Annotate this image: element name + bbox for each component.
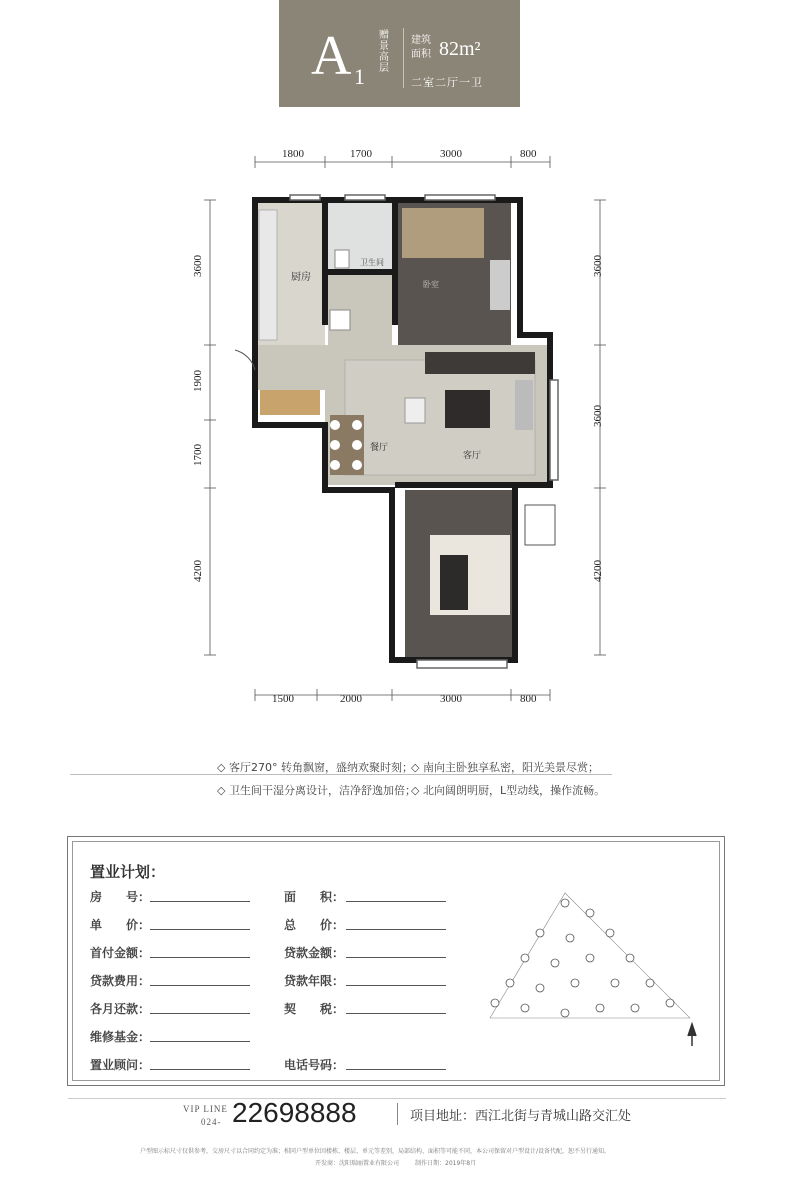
- project-address: 项目地址：西江北街与青城山路交汇处: [410, 1109, 632, 1124]
- entry-floor: [255, 345, 325, 390]
- ac-unit: [525, 505, 555, 545]
- plan-title: 置业计划：: [90, 863, 166, 881]
- dim-bottom-2: 2000: [340, 693, 362, 705]
- field-room-input[interactable]: [150, 901, 250, 902]
- dim-left-1: 3600: [192, 255, 204, 277]
- field-loanamt-label: 贷款金额：: [284, 946, 345, 960]
- area-code: 024-: [201, 1117, 222, 1127]
- vip-phone: 22698888: [232, 1097, 357, 1128]
- field-maint-label: 维修基金：: [90, 1030, 151, 1044]
- field-area-label: 面 积：: [284, 890, 345, 904]
- field-loanyears-input[interactable]: [346, 985, 446, 986]
- sofa: [425, 352, 535, 374]
- unit-type-number: 1: [354, 64, 365, 89]
- field-advisor-label: 置业顾问：: [90, 1058, 151, 1072]
- developer-text: 开发商：沈阳瑞丽置业有限公司: [315, 1160, 400, 1167]
- field-loanfee-label: 贷款费用：: [90, 974, 151, 988]
- dim-top-4: 800: [520, 148, 537, 160]
- shoe-cabinet: [260, 390, 320, 415]
- area-label: 建筑面积: [411, 35, 431, 60]
- field-total-input[interactable]: [346, 929, 446, 930]
- dim-top-2: 1700: [350, 148, 372, 160]
- field-total-label: 总 价：: [284, 918, 345, 932]
- feature-4: ◇ 北向阔朗明厨，L型动线，操作流畅。: [411, 784, 606, 797]
- footer-separator: [397, 1103, 398, 1125]
- bedroom2-bed: [402, 208, 484, 258]
- feature-1: ◇ 客厅270° 转角飘窗，盛纳欢聚时刻；: [217, 761, 413, 774]
- field-phone-label: 电话号码：: [284, 1058, 345, 1072]
- dim-bottom-4: 800: [520, 693, 537, 705]
- type-banner: [279, 0, 520, 107]
- north-arrow: [688, 1024, 696, 1046]
- banner-divider: [403, 28, 404, 88]
- field-loanyears-label: 贷款年限：: [284, 974, 345, 988]
- dim-right-2: 3600: [592, 405, 604, 427]
- field-room-label: 房 号：: [90, 890, 151, 904]
- dim-left-2: 1900: [192, 370, 204, 392]
- field-tax-label: 契 税：: [284, 1002, 345, 1016]
- bedroom2-label: 卧室: [423, 280, 439, 289]
- coffee-table: [445, 390, 490, 428]
- field-loanfee-input[interactable]: [150, 985, 250, 986]
- armchairs: [515, 380, 533, 430]
- kitchen-label: 厨房: [291, 272, 311, 283]
- dim-top-1: 1800: [282, 148, 304, 160]
- toilet: [335, 250, 349, 268]
- dim-left-4: 4200: [192, 560, 204, 582]
- dim-left-3: 1700: [192, 444, 204, 466]
- building-markers: [491, 899, 674, 1017]
- floor-plan: [195, 140, 615, 710]
- living-label: 客厅: [463, 451, 482, 461]
- field-unitprice-input[interactable]: [150, 929, 250, 930]
- sink: [330, 310, 350, 330]
- dim-top-3: 3000: [440, 148, 462, 160]
- unit-type-letter: A: [311, 25, 352, 87]
- footer-divider: [68, 1098, 726, 1099]
- bed-runner: [440, 555, 468, 610]
- washroom-floor: [328, 272, 392, 345]
- field-tax-input[interactable]: [346, 1013, 446, 1014]
- layout-text: 二室二厅一卫: [411, 76, 483, 89]
- ottoman: [405, 398, 425, 423]
- feature-2: ◇ 南向主卧独享私密，阳光美景尽赏；: [411, 761, 599, 774]
- unit-tag: 赠景高层: [379, 30, 389, 74]
- field-monthly-input[interactable]: [150, 1013, 250, 1014]
- bedroom2-desk: [490, 260, 510, 310]
- field-advisor-input[interactable]: [150, 1069, 250, 1070]
- living-rug: [345, 360, 535, 475]
- field-phone-input[interactable]: [346, 1069, 446, 1070]
- field-downpay-label: 首付金额：: [90, 946, 151, 960]
- feature-3: ◇ 卫生间干湿分离设计，洁净舒逸加倍；: [217, 784, 416, 797]
- site-plan-map: [480, 888, 710, 1048]
- dim-bottom-3: 3000: [440, 693, 462, 705]
- dim-bottom-1: 1500: [272, 693, 294, 705]
- field-monthly-label: 各月还款：: [90, 1002, 151, 1016]
- kitchen-counter: [259, 210, 277, 340]
- field-maint-input[interactable]: [150, 1041, 250, 1042]
- production-date: 制作日期：2019年8月: [415, 1160, 477, 1167]
- vip-line-label: VIP LINE: [183, 1104, 228, 1114]
- area-value: 82m²: [439, 38, 481, 60]
- field-area-input[interactable]: [346, 901, 446, 902]
- dining-label: 餐厅: [370, 443, 389, 453]
- dim-right-1: 3600: [592, 255, 604, 277]
- bathroom-label: 卫生间: [360, 258, 384, 267]
- field-downpay-input[interactable]: [150, 957, 250, 958]
- field-unitprice-label: 单 价：: [90, 918, 151, 932]
- dim-right-3: 4200: [592, 560, 604, 582]
- field-loanamt-input[interactable]: [346, 957, 446, 958]
- disclaimer-text: 户型图示标尺寸仅供参考，交房尺寸以合同约定为准；相同户型单位因楼栋、楼层、单元等差别，局部结构、面积等可能不同，本公司保留对户型设计/设备代配，恕不另行通知。: [140, 1148, 611, 1155]
